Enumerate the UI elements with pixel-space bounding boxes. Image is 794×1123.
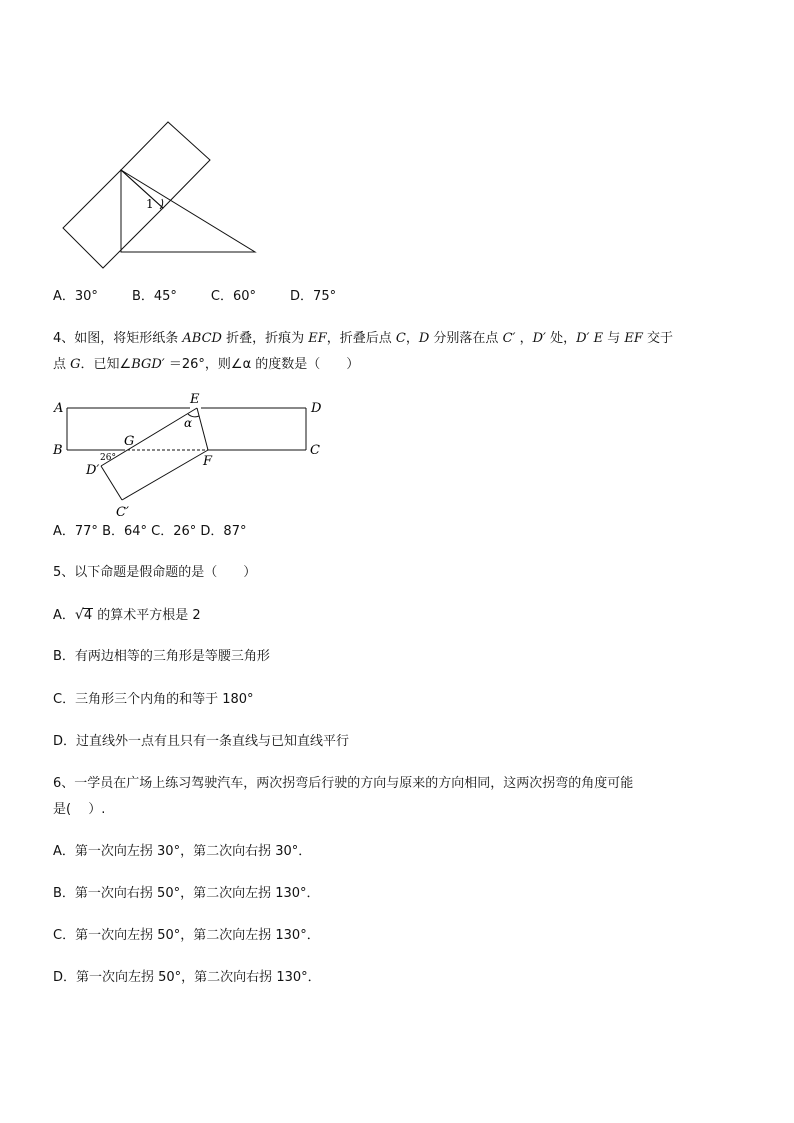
fold-ef <box>197 408 208 450</box>
text: 与 <box>603 331 625 346</box>
text: C′ <box>502 331 516 346</box>
q4-stem-line1 <box>53 330 673 348</box>
q6-option-c: C．第一次向左拐 50°，第二次向左拐 130°． <box>53 928 320 943</box>
text: 4、如图，将矩形纸条 <box>53 331 183 346</box>
text: EF <box>624 331 643 346</box>
q5-option-c: C．三角形三个内角的和等于 180° <box>53 692 254 707</box>
q3-option-a: A．30° <box>53 289 98 304</box>
text: ＝26°，则∠α 的度数是（ ） <box>164 357 360 372</box>
q6-stem-line1: 6、一学员在广场上练习驾驶汽车，两次拐弯后行驶的方向与原来的方向相同，这两次拐弯的角度可能 <box>53 776 634 791</box>
label-e: E <box>190 392 200 407</box>
q3-options <box>53 288 370 306</box>
q3-option-c: C．60° <box>210 289 257 304</box>
text: 折叠，折痕为 <box>221 331 309 346</box>
text: D′ <box>532 331 546 346</box>
text: BGD′ <box>131 357 165 372</box>
q4-options: A．77° B．64° C．26° D．87° <box>53 524 247 539</box>
q6-stem-line2: 是( ）. <box>53 802 106 817</box>
label-a: A <box>54 401 64 416</box>
text: C <box>395 331 406 346</box>
label-b: B <box>53 443 63 458</box>
q5-option-d: D．过直线外一点有且只有一条直线与已知直线平行 <box>53 734 350 749</box>
text: ， <box>405 331 419 346</box>
text: A． <box>53 608 75 623</box>
text: D <box>418 331 430 346</box>
label-d: D <box>311 401 322 416</box>
text: ．已知∠ <box>80 357 132 372</box>
label-f: F <box>203 454 213 469</box>
text: 的算术平方根是 2 <box>93 608 201 623</box>
angle-1-label: 1 <box>146 197 154 211</box>
sqrt-symbol: √ <box>74 607 84 623</box>
text: 处， <box>545 331 577 346</box>
q6-option-d: D．第一次向左拐 50°，第二次向右拐 130°． <box>53 970 321 985</box>
label-alpha: α <box>184 416 193 430</box>
text: G <box>70 357 81 372</box>
label-c-prime: C′ <box>116 505 129 520</box>
text: ，折叠后点 <box>326 331 396 346</box>
text: ABCD <box>182 331 222 346</box>
text: D′ E <box>576 331 604 346</box>
label-26-degrees: 26° <box>100 453 116 463</box>
label-c: C <box>310 443 320 458</box>
folded-dc <box>101 466 122 500</box>
text: 交于 <box>642 331 674 346</box>
figure-folded-strip <box>45 390 335 520</box>
text: 点 <box>53 357 71 372</box>
q3-option-b: B．45° <box>131 289 177 304</box>
q5-option-b: B．有两边相等的三角形是等腰三角形 <box>53 649 270 664</box>
label-d-prime: D′ <box>86 463 100 478</box>
text: ， <box>515 331 533 346</box>
upper-rectangle <box>121 122 210 208</box>
lower-rectangle <box>63 170 163 268</box>
text: 分别落在点 <box>429 331 503 346</box>
q6-option-b: B．第一次向右拐 50°，第二次向左拐 130°． <box>53 886 320 901</box>
q5-stem: 5、以下命题是假命题的是（ ） <box>53 565 257 580</box>
radicand: 4 <box>83 608 93 623</box>
q3-option-d: D．75° <box>290 289 337 304</box>
q4-stem-line2 <box>53 356 359 374</box>
label-g: G <box>124 434 135 449</box>
text: EF <box>308 331 327 346</box>
figure-rectangles-triangle <box>55 115 265 275</box>
folded-cf <box>122 450 208 500</box>
q6-option-a: A．第一次向左拐 30°，第二次向右拐 30°． <box>53 844 312 859</box>
q5-option-a <box>53 606 201 625</box>
